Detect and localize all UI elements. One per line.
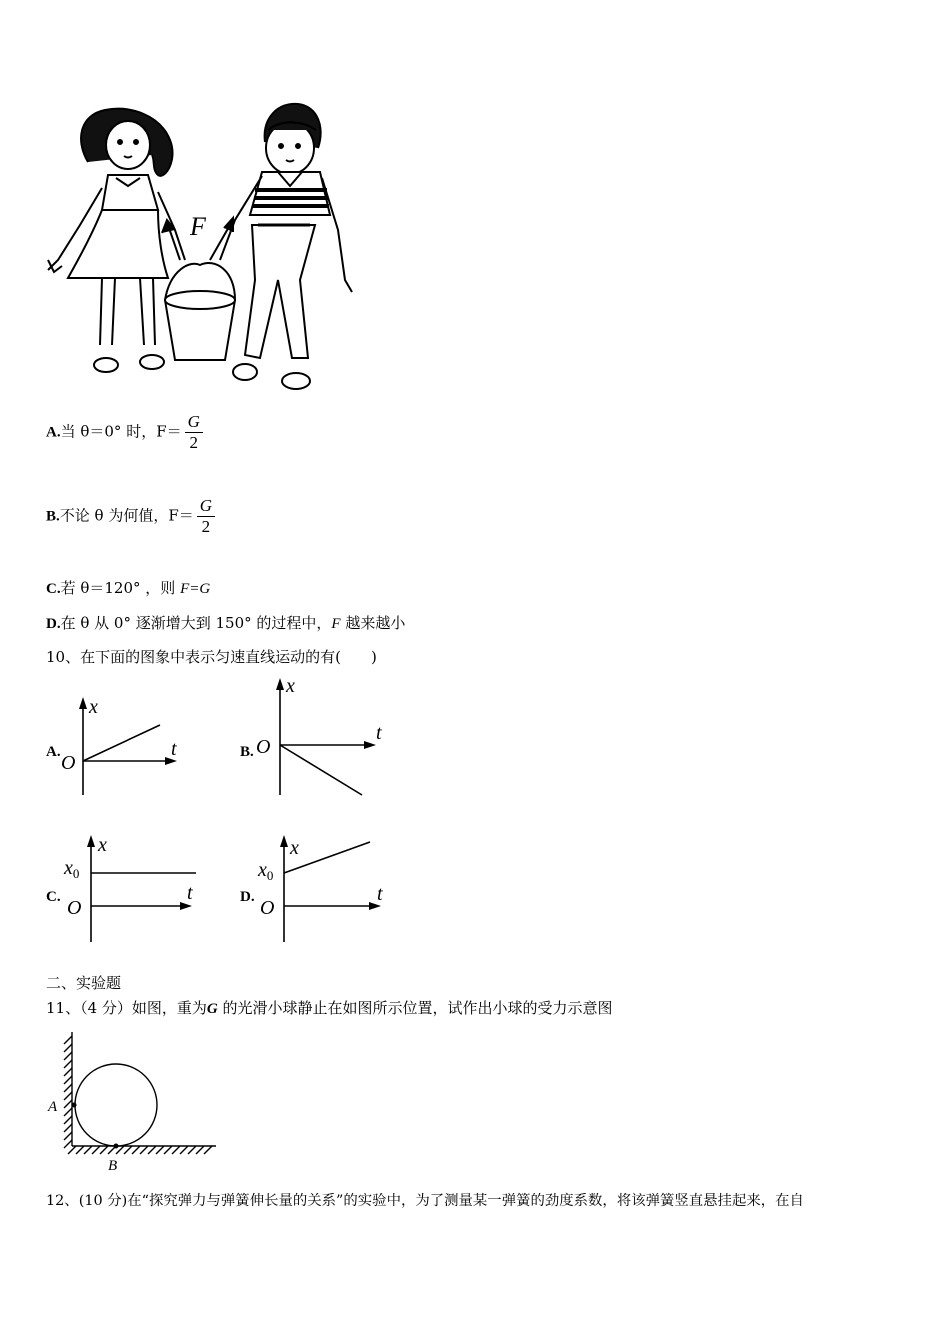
graph-c-x-label: t	[187, 882, 193, 904]
graph-c-y-label: x	[98, 834, 107, 856]
option-text: 若 θ＝120° ，则	[60, 579, 181, 597]
graph-d-intercept: $x_0$	[258, 859, 274, 883]
graph-d-y-label: x	[290, 837, 299, 859]
graph-a	[55, 695, 195, 800]
option-formula: F=G	[180, 581, 211, 597]
fraction	[197, 496, 215, 537]
fraction-denominator: 2	[201, 517, 211, 536]
option-letter: B.	[46, 508, 60, 525]
option-letter: D.	[46, 616, 61, 632]
option-c	[46, 578, 210, 599]
question-11-suffix: 的光滑小球静止在如图所示位置，试作出小球的受力示意图	[217, 999, 613, 1017]
graph-d-origin: O	[260, 897, 275, 919]
graph-b-y-label: x	[286, 675, 295, 697]
point-b-label: B	[108, 1158, 118, 1174]
graph-a-y-label: x	[89, 696, 98, 718]
graph-c-letter: C.	[46, 889, 61, 905]
section-title: 二、实验题	[46, 974, 122, 992]
point-a-label: A	[48, 1099, 58, 1115]
option-b	[46, 496, 215, 537]
option-d	[46, 613, 405, 634]
fraction	[185, 412, 203, 453]
option-variable: F	[331, 616, 341, 632]
question-11-prefix: 11、（4 分）如图，重为	[46, 999, 207, 1017]
graph-b-x-label: t	[376, 722, 382, 744]
graph-a-x-label: t	[171, 738, 177, 760]
graph-d	[255, 830, 400, 945]
fraction-numerator: G	[185, 412, 203, 433]
graph-a-origin: O	[61, 752, 76, 774]
question-11-var: G	[206, 1001, 218, 1017]
option-text: 当 θ＝0° 时，F＝	[60, 422, 182, 441]
option-letter: A.	[46, 424, 61, 441]
question-12-stem: 12、(10 分)在“探究弹力与弹簧伸长量的关系”的实验中，为了测量某一弹簧的劲度系数，将该弹簧竖直悬挂起来，在自	[46, 1193, 804, 1209]
graph-c-origin: O	[67, 897, 82, 919]
option-text: 不论 θ 为何值，F＝	[59, 506, 194, 525]
graph-c-intercept: $x_0$	[64, 857, 80, 881]
fraction-numerator: G	[197, 496, 215, 517]
graph-b	[252, 675, 392, 800]
children-carrying-bucket-illustration	[40, 100, 360, 395]
question-11-stem	[46, 998, 613, 1019]
option-a	[46, 412, 203, 453]
option-text: 在 θ 从 0° 逐渐增大到 150° 的过程中，	[60, 614, 332, 632]
graph-b-letter: B.	[240, 744, 254, 760]
option-text-rest: 越来越小	[340, 614, 406, 632]
question-10-stem: 10、在下面的图象中表示匀速直线运动的有( )	[46, 648, 377, 666]
graph-b-origin: O	[256, 736, 271, 758]
graph-d-letter: D.	[240, 889, 255, 905]
graph-d-x-label: t	[377, 883, 383, 905]
fraction-denominator: 2	[189, 433, 199, 452]
force-label: F	[190, 212, 206, 241]
ball-wall-diagram	[44, 1030, 224, 1175]
graph-a-letter: A.	[46, 744, 61, 760]
graph-c	[60, 830, 205, 945]
option-letter: C.	[46, 581, 61, 597]
